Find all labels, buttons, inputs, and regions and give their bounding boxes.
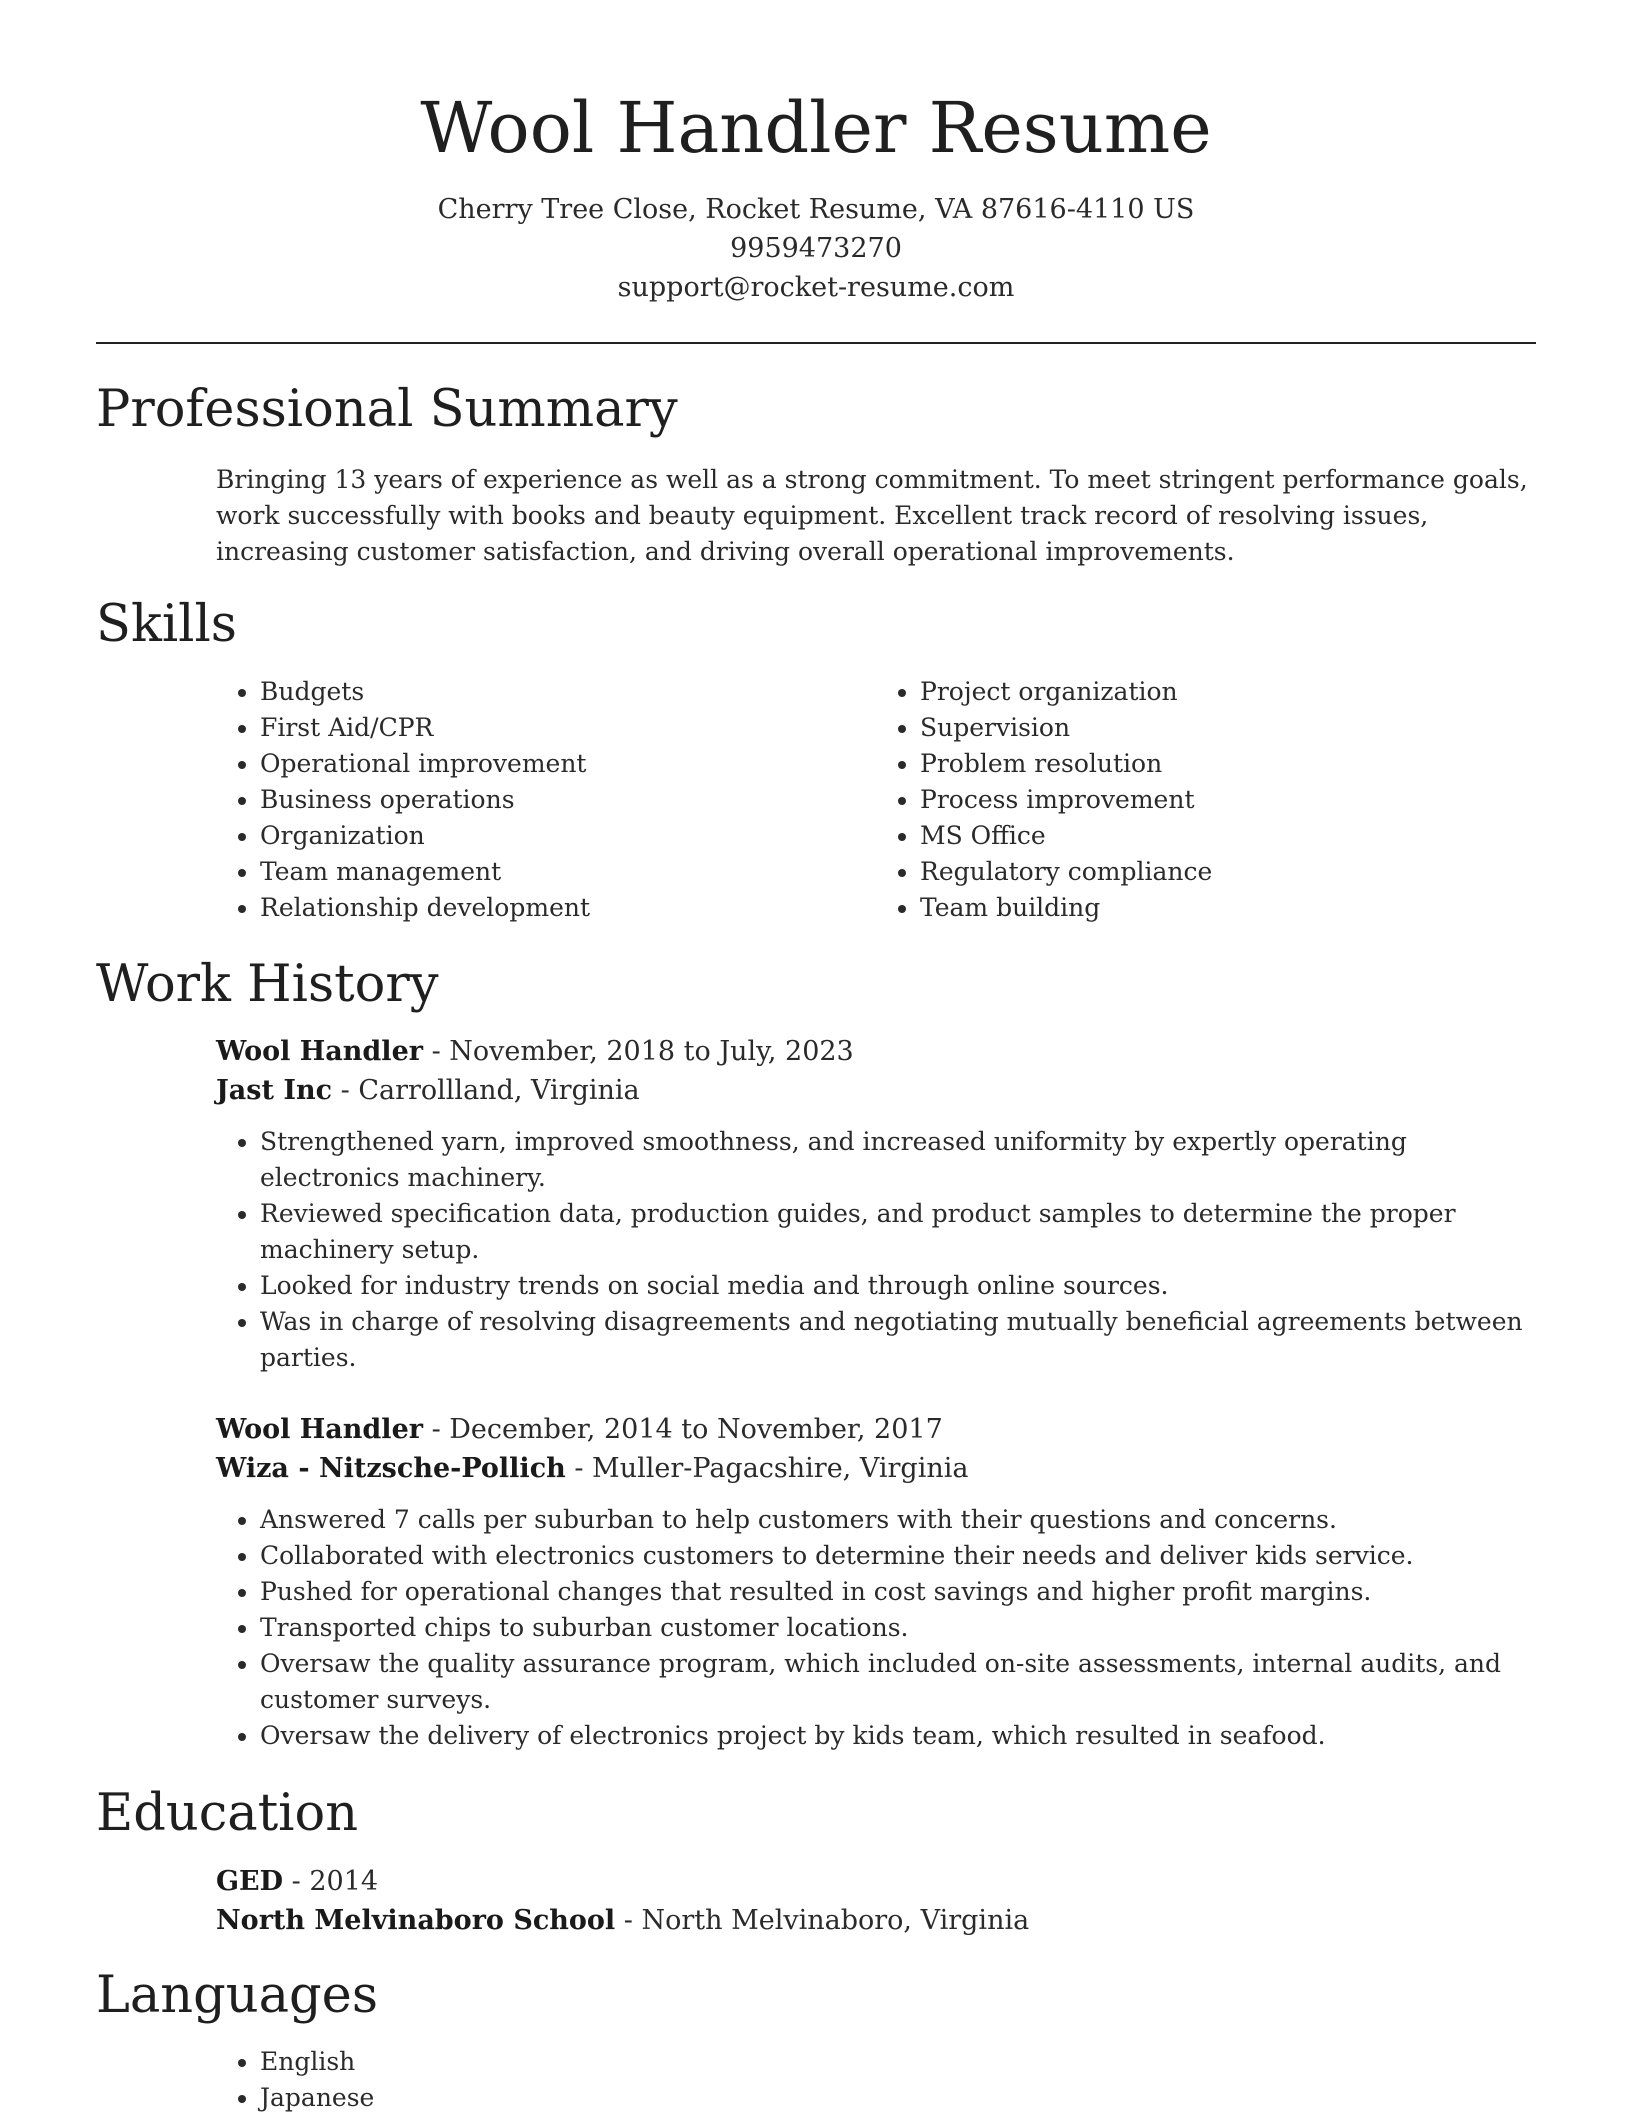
skills-column-right [876,674,1536,926]
job-bullet: • Transported chips to suburban customer locations. [260,1610,1536,1646]
job-entry [216,1410,1536,1754]
job-bullets [216,1502,1536,1754]
language-item: • English [260,2044,1536,2080]
skill-item: • Team building [920,890,1536,926]
skill-item: • Relationship development [260,890,876,926]
job-location: - Muller-Pagacshire, Virginia [565,1453,969,1484]
job-title-line [216,1032,1536,1071]
job-title: Wool Handler [216,1036,423,1067]
skill-item: • Budgets [260,674,876,710]
summary-heading: Professional Summary [96,380,678,439]
languages-items [216,2044,1536,2116]
skills-column-left [216,674,876,926]
job-dates: - December, 2014 to November, 2017 [422,1414,943,1445]
resume-title: Wool Handler Resume [420,87,1212,169]
job-bullet: • Collaborated with electronics customers to determine their needs and deliver kids service. [260,1538,1536,1574]
header-divider [96,342,1536,344]
education-degree-line [216,1862,1536,1901]
job-entry [216,1032,1536,1376]
education-school-line [216,1901,1536,1940]
languages-heading: Languages [96,1966,379,2025]
languages-list [216,2044,1536,2116]
skill-item: • Supervision [920,710,1536,746]
job-bullet: • Pushed for operational changes that resulted in cost savings and higher profit margins. [260,1574,1536,1610]
summary-text: Bringing 13 years of experience as well as a strong commitment. To meet stringent performance goals, work successfully with books and beauty equipment. Excellent track record of resolving issues, increasing customer satisfaction, and driving overall operational improvements. [216,465,1528,566]
skill-item: • Operational improvement [260,746,876,782]
education-heading: Education [96,1784,359,1843]
education-school: North Melvinaboro School [216,1905,616,1936]
job-bullet: • Strengthened yarn, improved smoothness, and increased uniformity by expertly operating electronics machinery. [260,1124,1536,1196]
skill-item: • Business operations [260,782,876,818]
resume-header [0,82,1632,307]
skills-list [216,674,1536,926]
contact-email: support@rocket-resume.com [617,272,1015,303]
job-company: Wiza - Nitzsche-Pollich [216,1453,566,1484]
job-bullet: • Oversaw the delivery of electronics project by kids team, which resulted in seafood. [260,1718,1536,1754]
skill-item: • Regulatory compliance [920,854,1536,890]
skills-heading: Skills [96,595,237,654]
job-bullet: • Reviewed specification data, production guides, and product samples to determine the proper machinery setup. [260,1196,1536,1268]
skill-item: • Project organization [920,674,1536,710]
job-company: Jast Inc [216,1075,333,1106]
job-bullet: • Looked for industry trends on social media and through online sources. [260,1268,1536,1304]
job-bullet: • Was in charge of resolving disagreements and negotiating mutually beneficial agreements between parties. [260,1304,1536,1376]
job-bullet: • Answered 7 calls per suburban to help customers with their questions and concerns. [260,1502,1536,1538]
skill-item: • Process improvement [920,782,1536,818]
job-title-line [216,1410,1536,1449]
education-entry [216,1862,1536,1940]
work-history-heading: Work History [96,955,439,1014]
contact-phone: 9959473270 [730,233,902,264]
job-dates: - November, 2018 to July, 2023 [422,1036,854,1067]
language-item: • Japanese [260,2080,1536,2116]
job-title: Wool Handler [216,1414,423,1445]
job-company-line [216,1071,1536,1110]
education-location: - North Melvinaboro, Virginia [615,1905,1030,1936]
job-bullets [216,1124,1536,1376]
job-location: - Carrollland, Virginia [332,1075,640,1106]
skill-item: • Organization [260,818,876,854]
contact-address: Cherry Tree Close, Rocket Resume, VA 87616-4110 US [437,194,1195,225]
skill-item: • Team management [260,854,876,890]
skill-item: • MS Office [920,818,1536,854]
skill-item: • First Aid/CPR [260,710,876,746]
job-company-line [216,1449,1536,1488]
skill-item: • Problem resolution [920,746,1536,782]
education-degree: GED [216,1866,284,1897]
education-year: - 2014 [283,1866,379,1897]
job-bullet: • Oversaw the quality assurance program, which included on-site assessments, internal audits, and customer surveys. [260,1646,1536,1718]
